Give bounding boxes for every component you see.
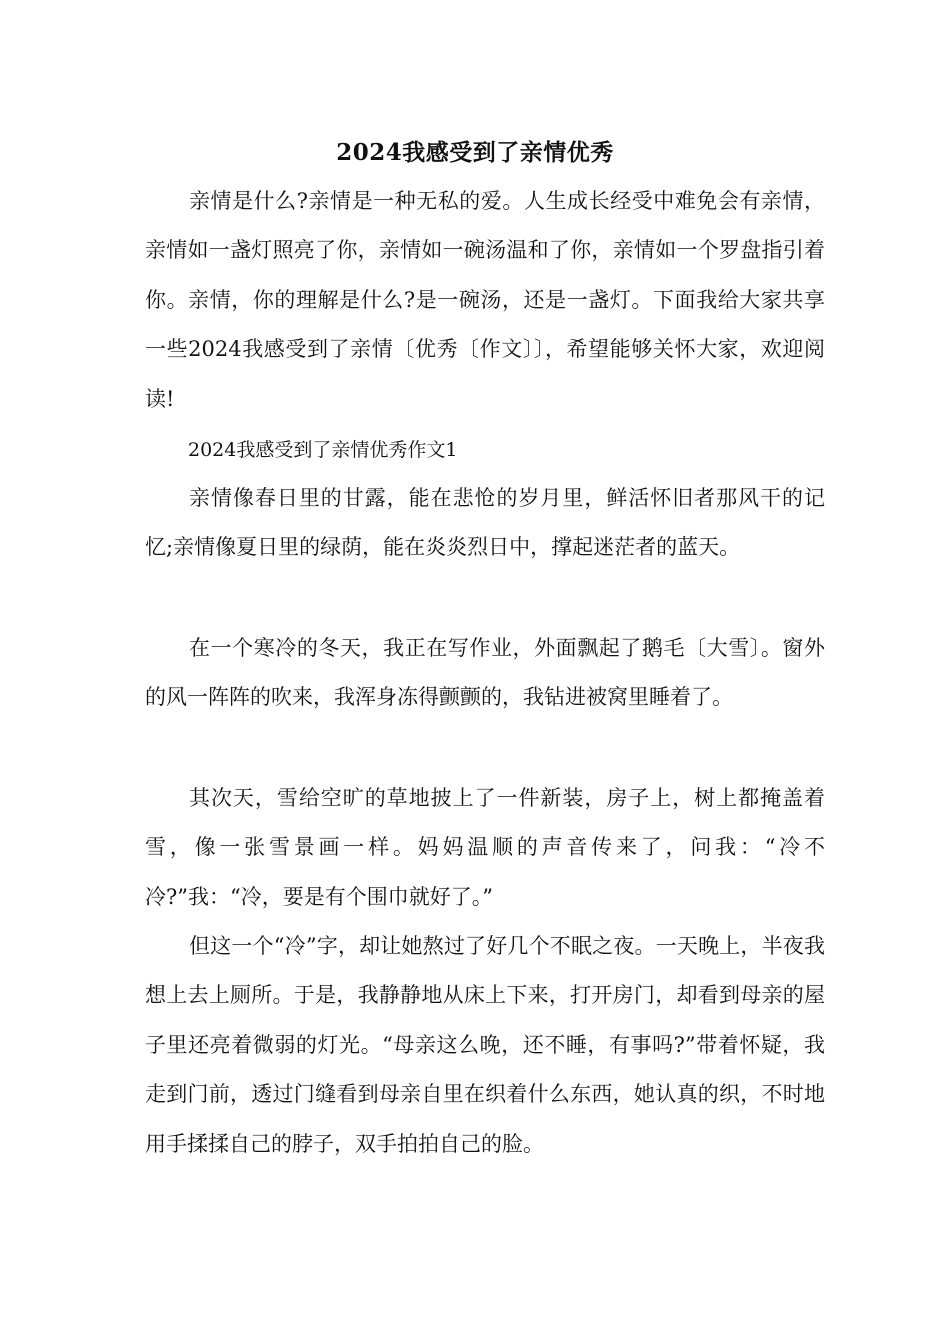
body-paragraph-2: 在一个寒冷的冬天，我正在写作业，外面飘起了鹅毛〔大雪〕。窗外的风一阵阵的吹来，我浑身冻得颤颤的，我钻进被窝里睡着了。 <box>145 636 825 710</box>
body-paragraph-3: 其次天，雪给空旷的草地披上了一件新装，房子上，树上都掩盖着雪，像一张雪景画一样。妈妈温顺的声音传来了，问我：“冷不冷?”我：“冷，要是有个围巾就好了。” <box>145 786 825 909</box>
section-heading: 2024我感受到了亲情优秀作文1 <box>188 439 458 461</box>
intro-paragraph: 亲情是什么?亲情是一种无私的爱。人生成长经受中难免会有亲情，亲情如一盏灯照亮了你，亲情如一碗汤温和了你，亲情如一个罗盘指引着你。亲情，你的理解是什么?是一碗汤，还是一盏灯。下面我给大家共享一些2024我感受到了亲情〔优秀〔作文〕〕，希望能够关怀大家，欢迎阅读! <box>145 189 825 411</box>
body-paragraph-1: 亲情像春日里的甘露，能在悲怆的岁月里，鲜活怀旧者那风干的记忆;亲情像夏日里的绿荫，能在炎炎烈日中，撑起迷茫者的蓝天。 <box>145 486 825 560</box>
document-title: 2024我感受到了亲情优秀 <box>336 139 614 166</box>
body-paragraph-4: 但这一个“冷”字，却让她熬过了好几个不眠之夜。一天晚上，半夜我想上去上厕所。于是，我静静地从床上下来，打开房门，却看到母亲的屋子里还亮着微弱的灯光。“母亲这么晚，还不睡，有事吗?”带着怀疑，我走到门前，透过门缝看到母亲自里在织着什么东西，她认真的织，不时地用手揉揉自己的脖子，双手拍拍自己的脸。 <box>145 934 825 1156</box>
